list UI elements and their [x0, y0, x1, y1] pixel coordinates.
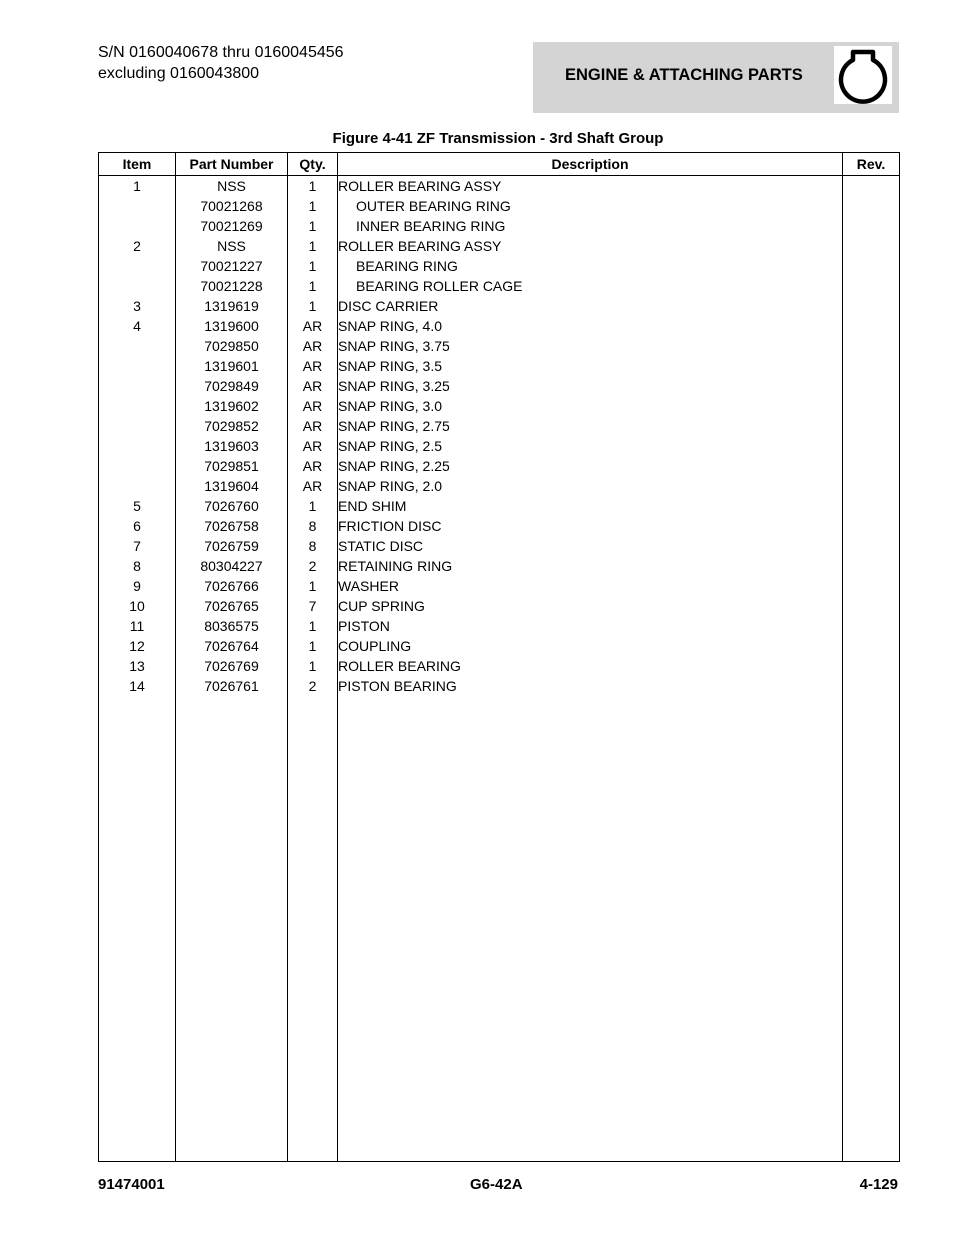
column-header-rev: Rev. [843, 153, 900, 176]
cell-qty: 1 [288, 176, 338, 197]
cell-rev [843, 456, 900, 476]
filler-cell [99, 696, 176, 1162]
serial-line-2: excluding 0160043800 [98, 65, 260, 82]
cell-qty: 8 [288, 536, 338, 556]
table-row [99, 236, 900, 256]
cell-item: 1 [99, 176, 176, 197]
cell-qty: 1 [288, 196, 338, 216]
cell-part-number: 7029851 [176, 456, 288, 476]
cell-part-number: 1319602 [176, 396, 288, 416]
footer-document-number: 91474001 [98, 1176, 165, 1193]
cell-part-number: 70021268 [176, 196, 288, 216]
cell-qty: AR [288, 436, 338, 456]
cell-qty: AR [288, 476, 338, 496]
table-row [99, 656, 900, 676]
cell-part-number: 7026769 [176, 656, 288, 676]
cell-part-number: 1319600 [176, 316, 288, 336]
cell-part-number: 7026764 [176, 636, 288, 656]
cell-item: 2 [99, 236, 176, 256]
cell-part-number: NSS [176, 176, 288, 197]
cell-part-number: 70021227 [176, 256, 288, 276]
section-title: ENGINE & ATTACHING PARTS [565, 66, 803, 84]
cell-item [99, 456, 176, 476]
table-row [99, 516, 900, 536]
cell-qty: AR [288, 416, 338, 436]
table-row [99, 556, 900, 576]
cell-item: 6 [99, 516, 176, 536]
cell-rev [843, 356, 900, 376]
cell-item [99, 256, 176, 276]
cell-item [99, 196, 176, 216]
cell-item: 5 [99, 496, 176, 516]
cell-rev [843, 196, 900, 216]
cell-rev [843, 176, 900, 197]
filler-cell [338, 696, 843, 1162]
cell-qty: 8 [288, 516, 338, 536]
cell-rev [843, 336, 900, 356]
cell-part-number: 70021228 [176, 276, 288, 296]
cell-part-number: 70021269 [176, 216, 288, 236]
footer-page-number: 4-129 [859, 1176, 898, 1193]
cell-part-number: 7026759 [176, 536, 288, 556]
cell-description: FRICTION DISC [338, 516, 843, 536]
cell-qty: 1 [288, 616, 338, 636]
table-row [99, 336, 900, 356]
cell-part-number: 7026765 [176, 596, 288, 616]
table-row [99, 416, 900, 436]
cell-item [99, 436, 176, 456]
cell-item [99, 416, 176, 436]
cell-item [99, 336, 176, 356]
table-row [99, 636, 900, 656]
cell-description: SNAP RING, 2.5 [338, 436, 843, 456]
cell-qty: AR [288, 336, 338, 356]
engine-icon [834, 46, 892, 104]
filler-cell [176, 696, 288, 1162]
table-row [99, 276, 900, 296]
cell-rev [843, 276, 900, 296]
cell-rev [843, 316, 900, 336]
cell-item [99, 476, 176, 496]
table-header-row [99, 153, 900, 176]
table-row [99, 456, 900, 476]
cell-qty: AR [288, 396, 338, 416]
table-row [99, 596, 900, 616]
cell-rev [843, 616, 900, 636]
cell-rev [843, 436, 900, 456]
cell-part-number: 1319619 [176, 296, 288, 316]
column-header-part-number: Part Number [176, 153, 288, 176]
cell-part-number: 7026760 [176, 496, 288, 516]
cell-item [99, 396, 176, 416]
section-header [533, 42, 899, 113]
cell-description: BEARING RING [338, 256, 843, 276]
cell-item: 7 [99, 536, 176, 556]
cell-description: PISTON [338, 616, 843, 636]
cell-description: DISC CARRIER [338, 296, 843, 316]
table-row [99, 616, 900, 636]
cell-item: 10 [99, 596, 176, 616]
cell-item: 9 [99, 576, 176, 596]
table-row [99, 356, 900, 376]
cell-qty: 1 [288, 576, 338, 596]
cell-rev [843, 396, 900, 416]
cell-rev [843, 556, 900, 576]
cell-rev [843, 296, 900, 316]
cell-description: SNAP RING, 3.25 [338, 376, 843, 396]
cell-description: INNER BEARING RING [338, 216, 843, 236]
column-header-description: Description [338, 153, 843, 176]
cell-rev [843, 676, 900, 696]
table-row [99, 216, 900, 236]
column-header-qty: Qty. [288, 153, 338, 176]
cell-rev [843, 596, 900, 616]
cell-rev [843, 496, 900, 516]
cell-rev [843, 516, 900, 536]
serial-line-1: S/N 0160040678 thru 0160045456 [98, 44, 344, 61]
cell-qty: 1 [288, 236, 338, 256]
filler-cell [288, 696, 338, 1162]
cell-description: OUTER BEARING RING [338, 196, 843, 216]
cell-rev [843, 256, 900, 276]
cell-description: CUP SPRING [338, 596, 843, 616]
cell-description: COUPLING [338, 636, 843, 656]
cell-description: BEARING ROLLER CAGE [338, 276, 843, 296]
cell-description: SNAP RING, 3.5 [338, 356, 843, 376]
cell-qty: AR [288, 316, 338, 336]
cell-description: PISTON BEARING [338, 676, 843, 696]
cell-item: 4 [99, 316, 176, 336]
cell-qty: 1 [288, 216, 338, 236]
cell-rev [843, 416, 900, 436]
serial-number-range [98, 42, 344, 84]
cell-part-number: NSS [176, 236, 288, 256]
table-filler-row [99, 696, 900, 1162]
cell-description: ROLLER BEARING ASSY [338, 176, 843, 197]
cell-item: 14 [99, 676, 176, 696]
cell-item [99, 356, 176, 376]
cell-description: WASHER [338, 576, 843, 596]
cell-rev [843, 476, 900, 496]
table-row [99, 536, 900, 556]
cell-part-number: 1319603 [176, 436, 288, 456]
cell-qty: AR [288, 376, 338, 396]
table-row [99, 376, 900, 396]
cell-qty: 1 [288, 296, 338, 316]
cell-qty: 1 [288, 276, 338, 296]
table-row [99, 676, 900, 696]
cell-description: SNAP RING, 2.25 [338, 456, 843, 476]
parts-table-body [99, 176, 900, 1162]
cell-qty: 1 [288, 636, 338, 656]
cell-part-number: 1319601 [176, 356, 288, 376]
cell-description: ROLLER BEARING ASSY [338, 236, 843, 256]
table-row [99, 176, 900, 197]
cell-item [99, 216, 176, 236]
cell-item: 12 [99, 636, 176, 656]
table-row [99, 476, 900, 496]
cell-qty: AR [288, 356, 338, 376]
cell-part-number: 8036575 [176, 616, 288, 636]
cell-part-number: 7029850 [176, 336, 288, 356]
cell-item [99, 376, 176, 396]
cell-item: 13 [99, 656, 176, 676]
cell-qty: AR [288, 456, 338, 476]
cell-part-number: 7026761 [176, 676, 288, 696]
cell-description: STATIC DISC [338, 536, 843, 556]
cell-rev [843, 216, 900, 236]
table-row [99, 316, 900, 336]
cell-qty: 1 [288, 256, 338, 276]
cell-description: SNAP RING, 2.0 [338, 476, 843, 496]
cell-rev [843, 636, 900, 656]
cell-part-number: 80304227 [176, 556, 288, 576]
cell-part-number: 7029852 [176, 416, 288, 436]
table-row [99, 576, 900, 596]
cell-description: SNAP RING, 4.0 [338, 316, 843, 336]
cell-qty: 2 [288, 676, 338, 696]
footer-model: G6-42A [470, 1176, 523, 1193]
cell-qty: 1 [288, 496, 338, 516]
column-header-item: Item [99, 153, 176, 176]
table-row [99, 256, 900, 276]
table-row [99, 196, 900, 216]
cell-part-number: 7026758 [176, 516, 288, 536]
cell-part-number: 7029849 [176, 376, 288, 396]
figure-title: Figure 4-41 ZF Transmission - 3rd Shaft Group [332, 130, 664, 147]
table-row [99, 436, 900, 456]
table-row [99, 296, 900, 316]
cell-description: SNAP RING, 2.75 [338, 416, 843, 436]
cell-part-number: 7026766 [176, 576, 288, 596]
cell-rev [843, 576, 900, 596]
cell-description: RETAINING RING [338, 556, 843, 576]
cell-rev [843, 236, 900, 256]
cell-item [99, 276, 176, 296]
cell-qty: 7 [288, 596, 338, 616]
cell-rev [843, 536, 900, 556]
table-row [99, 396, 900, 416]
cell-description: SNAP RING, 3.75 [338, 336, 843, 356]
cell-item: 11 [99, 616, 176, 636]
cell-description: ROLLER BEARING [338, 656, 843, 676]
cell-part-number: 1319604 [176, 476, 288, 496]
cell-description: SNAP RING, 3.0 [338, 396, 843, 416]
cell-item: 3 [99, 296, 176, 316]
cell-description: END SHIM [338, 496, 843, 516]
table-row [99, 496, 900, 516]
parts-table [98, 152, 900, 1162]
cell-qty: 2 [288, 556, 338, 576]
cell-item: 8 [99, 556, 176, 576]
filler-cell [843, 696, 900, 1162]
cell-rev [843, 656, 900, 676]
cell-qty: 1 [288, 656, 338, 676]
cell-rev [843, 376, 900, 396]
